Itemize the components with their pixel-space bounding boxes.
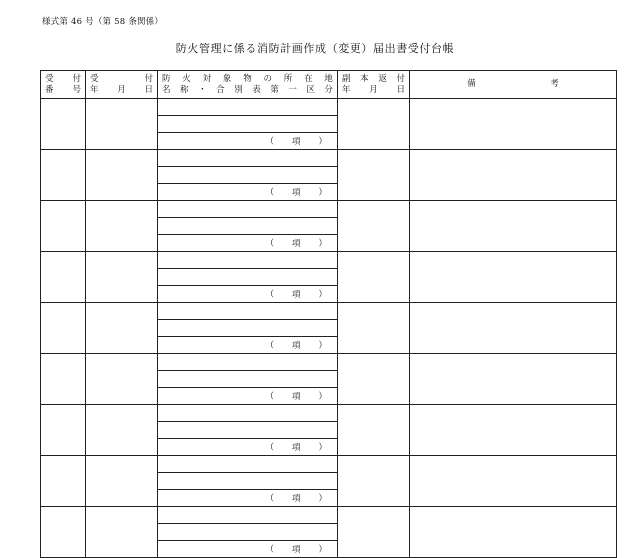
close-paren: ） — [318, 392, 327, 402]
open-paren: （ — [265, 443, 274, 453]
close-paren: ） — [318, 239, 327, 249]
open-paren: （ — [265, 545, 274, 555]
table-row — [41, 150, 617, 201]
received-date-cell[interactable] — [86, 456, 158, 507]
received-date-cell[interactable] — [86, 405, 158, 456]
remarks-cell[interactable] — [410, 150, 617, 201]
copy-return-date-cell[interactable] — [338, 456, 410, 507]
table-row — [41, 456, 617, 507]
location-field[interactable] — [158, 150, 337, 167]
name-field[interactable] — [158, 218, 337, 235]
header-object-location-line1: 防 火 対 象 物 の 所 在 地 — [162, 73, 333, 84]
table-row — [41, 201, 617, 252]
receipt-no-cell[interactable] — [41, 99, 86, 150]
open-paren: （ — [265, 392, 274, 402]
table-row — [41, 99, 617, 150]
close-paren: ） — [318, 188, 327, 198]
header-receipt-no-line2: 番 号 — [45, 84, 81, 95]
object-location-cell — [158, 252, 338, 303]
item-label: 項 — [291, 137, 301, 147]
object-location-cell — [158, 354, 338, 405]
name-field[interactable] — [158, 371, 337, 388]
object-location-cell — [158, 201, 338, 252]
category-field[interactable] — [158, 133, 337, 149]
name-field[interactable] — [158, 422, 337, 439]
category-field[interactable] — [158, 541, 337, 557]
close-paren: ） — [318, 341, 327, 351]
form-title: 防火管理に係る消防計画作成（変更）届出書受付台帳 — [175, 42, 455, 55]
item-label: 項 — [291, 341, 301, 351]
header-object-location — [158, 71, 338, 99]
received-date-cell[interactable] — [86, 150, 158, 201]
form-number: 様式第 46 号（第 58 条関係） — [42, 17, 164, 27]
table-row — [41, 303, 617, 354]
remarks-cell[interactable] — [410, 456, 617, 507]
receipt-no-cell[interactable] — [41, 150, 86, 201]
remarks-cell[interactable] — [410, 405, 617, 456]
receipt-no-cell[interactable] — [41, 354, 86, 405]
object-location-cell — [158, 456, 338, 507]
location-field[interactable] — [158, 252, 337, 269]
copy-return-date-cell[interactable] — [338, 507, 410, 558]
location-field[interactable] — [158, 99, 337, 116]
name-field[interactable] — [158, 473, 337, 490]
received-date-cell[interactable] — [86, 201, 158, 252]
location-field[interactable] — [158, 303, 337, 320]
object-location-cell — [158, 99, 338, 150]
object-location-cell — [158, 405, 338, 456]
item-label: 項 — [291, 494, 301, 504]
open-paren: （ — [265, 341, 274, 351]
location-field[interactable] — [158, 201, 337, 218]
ledger-body — [41, 99, 617, 558]
receipt-no-cell[interactable] — [41, 405, 86, 456]
open-paren: （ — [265, 188, 274, 198]
header-received-date-line1: 受 付 — [90, 73, 153, 84]
category-field[interactable] — [158, 286, 337, 302]
copy-return-date-cell[interactable] — [338, 303, 410, 354]
receipt-no-cell[interactable] — [41, 252, 86, 303]
header-received-date — [86, 71, 158, 99]
close-paren: ） — [318, 545, 327, 555]
item-label: 項 — [291, 443, 301, 453]
header-receipt-no — [41, 71, 86, 99]
header-object-location-line2: 名 称 ・ 合 別 表 第 一 区 分 — [162, 84, 333, 95]
received-date-cell[interactable] — [86, 507, 158, 558]
close-paren: ） — [318, 443, 327, 453]
object-location-cell — [158, 150, 338, 201]
name-field[interactable] — [158, 269, 337, 286]
received-date-cell[interactable] — [86, 354, 158, 405]
item-label: 項 — [291, 545, 301, 555]
close-paren: ） — [318, 290, 327, 300]
category-field[interactable] — [158, 439, 337, 455]
receipt-no-cell[interactable] — [41, 303, 86, 354]
header-copy-return-date — [338, 71, 410, 99]
location-field[interactable] — [158, 354, 337, 371]
close-paren: ） — [318, 137, 327, 147]
receipt-no-cell[interactable] — [41, 201, 86, 252]
receipt-no-cell[interactable] — [41, 507, 86, 558]
open-paren: （ — [265, 290, 274, 300]
receipt-no-cell[interactable] — [41, 456, 86, 507]
item-label: 項 — [291, 188, 301, 198]
table-row — [41, 354, 617, 405]
remarks-cell[interactable] — [410, 354, 617, 405]
copy-return-date-cell[interactable] — [338, 150, 410, 201]
name-field[interactable] — [158, 320, 337, 337]
header-copy-return-date-line2: 年 月 日 — [342, 84, 405, 95]
header-remarks-label: 備 考 — [467, 79, 559, 89]
received-date-cell[interactable] — [86, 99, 158, 150]
received-date-cell[interactable] — [86, 252, 158, 303]
name-field[interactable] — [158, 167, 337, 184]
open-paren: （ — [265, 239, 274, 249]
category-field[interactable] — [158, 184, 337, 200]
header-row — [41, 71, 617, 99]
header-received-date-line2: 年 月 日 — [90, 84, 153, 95]
table-row — [41, 507, 617, 558]
copy-return-date-cell[interactable] — [338, 405, 410, 456]
remarks-cell[interactable] — [410, 507, 617, 558]
item-label: 項 — [291, 290, 301, 300]
item-label: 項 — [291, 392, 301, 402]
open-paren: （ — [265, 494, 274, 504]
name-field[interactable] — [158, 524, 337, 541]
header-remarks — [410, 71, 617, 99]
remarks-cell[interactable] — [410, 201, 617, 252]
copy-return-date-cell[interactable] — [338, 252, 410, 303]
location-field[interactable] — [158, 507, 337, 524]
name-field[interactable] — [158, 116, 337, 133]
ledger-table — [40, 70, 617, 558]
copy-return-date-cell[interactable] — [338, 354, 410, 405]
object-location-cell — [158, 507, 338, 558]
table-row — [41, 405, 617, 456]
open-paren: （ — [265, 137, 274, 147]
remarks-cell[interactable] — [410, 303, 617, 354]
category-field[interactable] — [158, 235, 337, 251]
location-field[interactable] — [158, 456, 337, 473]
close-paren: ） — [318, 494, 327, 504]
header-copy-return-date-line1: 副 本 返 付 — [342, 73, 405, 84]
copy-return-date-cell[interactable] — [338, 201, 410, 252]
item-label: 項 — [291, 239, 301, 249]
category-field[interactable] — [158, 490, 337, 506]
header-receipt-no-line1: 受 付 — [45, 73, 81, 84]
remarks-cell[interactable] — [410, 99, 617, 150]
copy-return-date-cell[interactable] — [338, 99, 410, 150]
category-field[interactable] — [158, 337, 337, 353]
table-row — [41, 252, 617, 303]
remarks-cell[interactable] — [410, 252, 617, 303]
object-location-cell — [158, 303, 338, 354]
category-field[interactable] — [158, 388, 337, 404]
location-field[interactable] — [158, 405, 337, 422]
received-date-cell[interactable] — [86, 303, 158, 354]
